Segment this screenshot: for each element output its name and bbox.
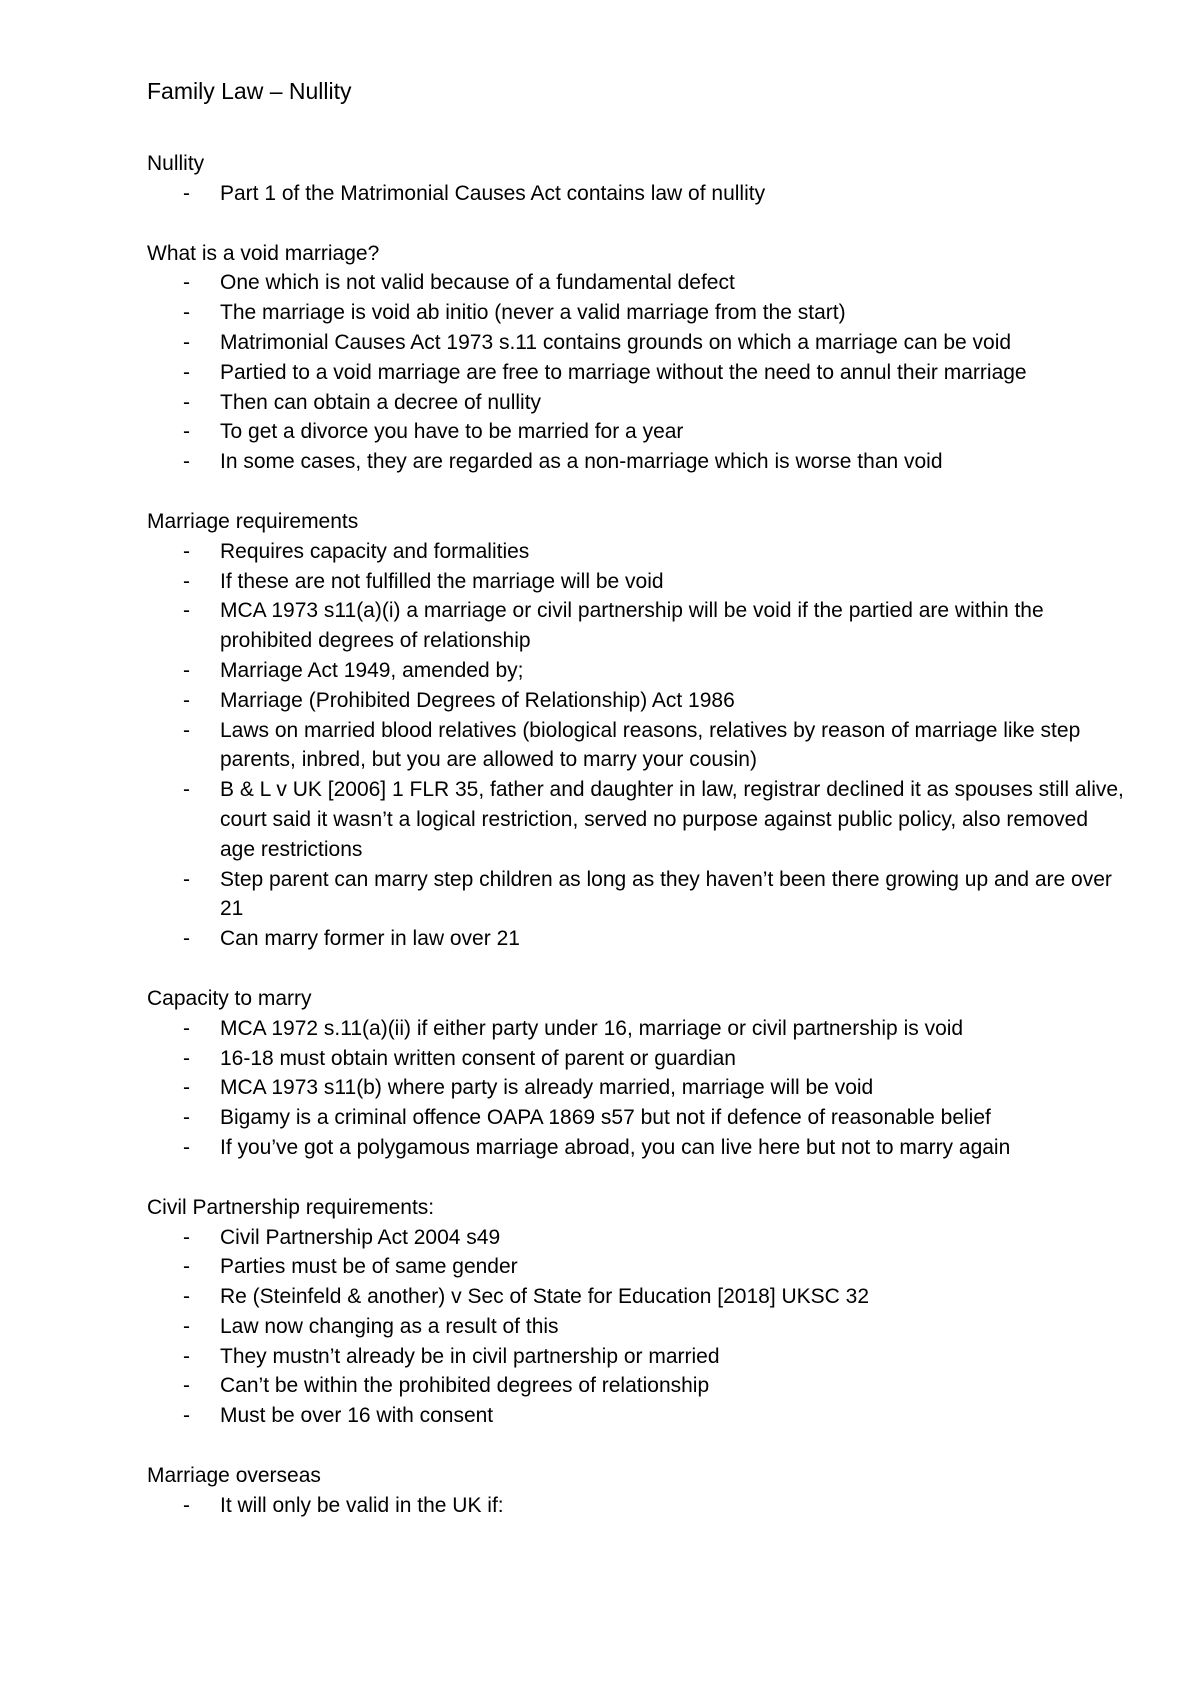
list-item-text: Law now changing as a result of this bbox=[220, 1314, 559, 1338]
bullet-list bbox=[147, 179, 1147, 209]
dash-bullet-icon: - bbox=[183, 1225, 190, 1249]
list-item-text: Partied to a void marriage are free to marriage without the need to annul their marriage bbox=[220, 360, 1027, 384]
list-item-text: MCA 1973 s11(b) where party is already married, marriage will be void bbox=[220, 1076, 874, 1100]
dash-bullet-icon: - bbox=[183, 271, 190, 295]
list-item bbox=[147, 268, 1127, 298]
list-item bbox=[147, 358, 1127, 388]
list-item bbox=[147, 1312, 1127, 1342]
dash-bullet-icon: - bbox=[183, 390, 190, 414]
dash-bullet-icon: - bbox=[183, 1285, 190, 1309]
dash-bullet-icon: - bbox=[183, 1314, 190, 1338]
dash-bullet-icon: - bbox=[183, 330, 190, 354]
dash-bullet-icon: - bbox=[183, 867, 190, 891]
list-item-text: In some cases, they are regarded as a non-marriage which is worse than void bbox=[220, 450, 943, 474]
section-heading: What is a void marriage? bbox=[147, 241, 380, 265]
list-item-text: The marriage is void ab initio (never a valid marriage from the start) bbox=[220, 301, 846, 325]
section-heading: Capacity to marry bbox=[147, 986, 312, 1010]
list-item-text: Requires capacity and formalities bbox=[220, 539, 530, 563]
section bbox=[147, 239, 1147, 477]
list-item-text: They mustn’t already be in civil partnership or married bbox=[220, 1344, 720, 1368]
bullet-list bbox=[147, 1223, 1147, 1432]
dash-bullet-icon: - bbox=[183, 1493, 190, 1517]
list-item-text: Civil Partnership Act 2004 s49 bbox=[220, 1225, 501, 1249]
list-item bbox=[147, 447, 1127, 477]
list-item bbox=[147, 1133, 1127, 1163]
section bbox=[147, 1193, 1147, 1431]
list-item bbox=[147, 1103, 1127, 1133]
dash-bullet-icon: - bbox=[183, 927, 190, 951]
list-item bbox=[147, 417, 1127, 447]
list-item-text: If these are not fulfilled the marriage will be void bbox=[220, 569, 664, 593]
dash-bullet-icon: - bbox=[183, 718, 190, 742]
list-item bbox=[147, 865, 1127, 925]
section-heading: Marriage overseas bbox=[147, 1464, 321, 1488]
list-item-text: Can’t be within the prohibited degrees of relationship bbox=[220, 1374, 710, 1398]
dash-bullet-icon: - bbox=[183, 1344, 190, 1368]
dash-bullet-icon: - bbox=[183, 1016, 190, 1040]
list-item bbox=[147, 924, 1127, 954]
list-item bbox=[147, 1044, 1127, 1074]
section bbox=[147, 1461, 1147, 1521]
dash-bullet-icon: - bbox=[183, 450, 190, 474]
list-item-text: MCA 1972 s.11(a)(ii) if either party under 16, marriage or civil partnership is void bbox=[220, 1016, 964, 1040]
section-heading: Marriage requirements bbox=[147, 509, 359, 533]
list-item bbox=[147, 388, 1127, 418]
dash-bullet-icon: - bbox=[183, 539, 190, 563]
list-item-text: Parties must be of same gender bbox=[220, 1255, 518, 1279]
list-item bbox=[147, 1491, 1127, 1521]
dash-bullet-icon: - bbox=[183, 1076, 190, 1100]
document-body bbox=[147, 149, 1147, 1551]
list-item-text: If you’ve got a polygamous marriage abroad, you can live here but not to marry again bbox=[220, 1135, 1011, 1159]
bullet-list bbox=[147, 1014, 1147, 1163]
list-item-text: One which is not valid because of a fundamental defect bbox=[220, 271, 735, 295]
list-item bbox=[147, 298, 1127, 328]
bullet-list bbox=[147, 1491, 1147, 1521]
list-item bbox=[147, 1014, 1127, 1044]
list-item bbox=[147, 1223, 1127, 1253]
dash-bullet-icon: - bbox=[183, 599, 190, 623]
dash-bullet-icon: - bbox=[183, 778, 190, 802]
list-item bbox=[147, 1282, 1127, 1312]
dash-bullet-icon: - bbox=[183, 1374, 190, 1398]
dash-bullet-icon: - bbox=[183, 688, 190, 712]
list-item bbox=[147, 1252, 1127, 1282]
dash-bullet-icon: - bbox=[183, 1404, 190, 1428]
dash-bullet-icon: - bbox=[183, 569, 190, 593]
list-item bbox=[147, 686, 1127, 716]
list-item bbox=[147, 1401, 1127, 1431]
bullet-list bbox=[147, 268, 1147, 477]
list-item-text: Can marry former in law over 21 bbox=[220, 927, 520, 951]
list-item bbox=[147, 596, 1127, 656]
section-heading: Nullity bbox=[147, 152, 205, 175]
dash-bullet-icon: - bbox=[183, 1046, 190, 1070]
list-item-text: To get a divorce you have to be married for a year bbox=[220, 420, 684, 444]
dash-bullet-icon: - bbox=[183, 360, 190, 384]
list-item-text: It will only be valid in the UK if: bbox=[220, 1493, 504, 1517]
list-item-text: Re (Steinfeld & another) v Sec of State for Education [2018] UKSC 32 bbox=[220, 1285, 870, 1309]
list-item-text: Bigamy is a criminal offence OAPA 1869 s57 but not if defence of reasonable belief bbox=[220, 1106, 991, 1130]
dash-bullet-icon: - bbox=[183, 1106, 190, 1130]
dash-bullet-icon: - bbox=[183, 420, 190, 444]
list-item bbox=[147, 567, 1127, 597]
list-item bbox=[147, 328, 1127, 358]
dash-bullet-icon: - bbox=[183, 1135, 190, 1159]
list-item-text: 16-18 must obtain written consent of parent or guardian bbox=[220, 1046, 736, 1070]
list-item-text: Marriage Act 1949, amended by; bbox=[220, 658, 524, 682]
list-item-text: Then can obtain a decree of nullity bbox=[220, 390, 542, 414]
list-item-text: Marriage (Prohibited Degrees of Relationship) Act 1986 bbox=[220, 688, 735, 712]
dash-bullet-icon: - bbox=[183, 1255, 190, 1279]
list-item bbox=[147, 1371, 1127, 1401]
list-item-text: Laws on married blood relatives (biological reasons, relatives by reason of marriage like step parents, inbred, but you are allowed to marry your cousin) bbox=[220, 718, 1081, 772]
section-heading: Civil Partnership requirements: bbox=[147, 1195, 435, 1219]
dash-bullet-icon: - bbox=[183, 658, 190, 682]
list-item bbox=[147, 179, 1127, 209]
list-item-text: MCA 1973 s11(a)(i) a marriage or civil partnership will be void if the partied are within the prohibited degrees of relationship bbox=[220, 599, 1044, 653]
list-item bbox=[147, 537, 1127, 567]
document-title: Family Law – Nullity bbox=[147, 78, 352, 104]
list-item bbox=[147, 656, 1127, 686]
list-item-text: Matrimonial Causes Act 1973 s.11 contains grounds on which a marriage can be void bbox=[220, 330, 1012, 354]
section bbox=[147, 149, 1147, 209]
dash-bullet-icon: - bbox=[183, 181, 190, 205]
list-item-text: B & L v UK [2006] 1 FLR 35, father and daughter in law, registrar declined it as spouses still alive, court said it wasn’t a logical restriction, served no purpose against public policy, also removed age restrictions bbox=[220, 778, 1124, 861]
list-item bbox=[147, 1342, 1127, 1372]
list-item bbox=[147, 716, 1127, 776]
list-item-text: Must be over 16 with consent bbox=[220, 1404, 494, 1428]
section bbox=[147, 507, 1147, 954]
list-item-text: Part 1 of the Matrimonial Causes Act contains law of nullity bbox=[220, 181, 766, 205]
list-item-text: Step parent can marry step children as long as they haven’t been there growing up and are over 21 bbox=[220, 867, 1112, 921]
list-item bbox=[147, 1073, 1127, 1103]
bullet-list bbox=[147, 537, 1147, 954]
dash-bullet-icon: - bbox=[183, 301, 190, 325]
list-item bbox=[147, 775, 1127, 864]
section bbox=[147, 984, 1147, 1163]
